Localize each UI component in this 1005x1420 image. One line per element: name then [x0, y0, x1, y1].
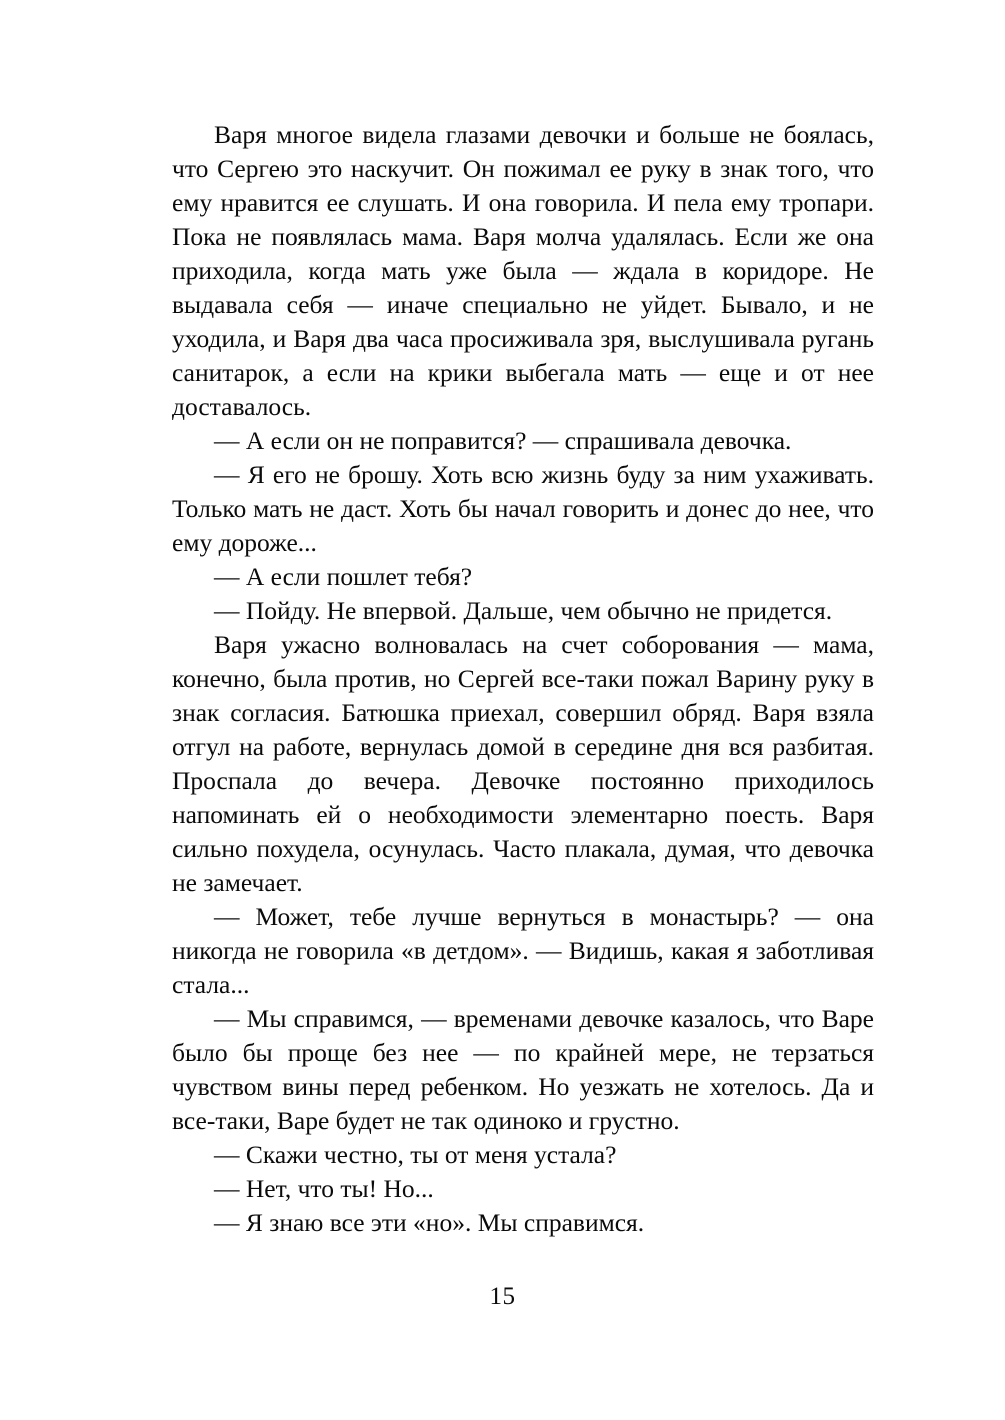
paragraph-dialogue-3: — А если пошлет тебя? — [214, 562, 473, 591]
paragraph-dialogue-6: — Мы справимся, — временами девочке казалось, что Варе было бы проще без нее — по крайней мере, не терзаться чувством вины перед ребенком. Но уезжать не хотелось. Да и все-таки, Варе будет не так одиноко и грустно. — [172, 1004, 874, 1135]
paragraph-dialogue-1: — А если он не поправится? — спрашивала девочка. — [214, 426, 792, 455]
page-text-block — [172, 118, 874, 1240]
paragraph-dialogue-5: — Может, тебе лучше вернуться в монастырь? — она никогда не говорила «в детдом». — Видишь, какая я заботливая стала... — [172, 902, 874, 999]
paragraph-dialogue-7: — Скажи честно, ты от меня устала? — [214, 1140, 617, 1169]
paragraph-dialogue-9: — Я знаю все эти «но». Мы справимся. — [214, 1208, 645, 1237]
paragraph-narrative-1: Варя многое видела глазами девочки и больше не боялась, что Сергею это наскучит. Он пожимал ее руку в знак того, что ему нравится ее слушать. И она говорила. И пела ему тропари. Пока не появлялась мама. Варя молча удалялась. Если же она приходила, когда мать уже была — ждала в коридоре. Не выдавала себя — иначе специально не уйдет. Бывало, и не уходила, и Варя два часа просиживала зря, выслушивала ругань санитарок, а если на крики выбегала мать — еще и от нее доставалось. — [172, 120, 874, 421]
paragraph-dialogue-8: — Нет, что ты! Но... — [214, 1174, 434, 1203]
paragraph-dialogue-4: — Пойду. Не впервой. Дальше, чем обычно не придется. — [214, 596, 833, 625]
paragraph-dialogue-2: — Я его не брошу. Хоть всю жизнь буду за ним ухаживать. Только мать не даст. Хоть бы начал говорить и донес до нее, что ему дороже... — [172, 460, 874, 557]
page-number: 15 — [489, 1283, 516, 1310]
paragraph-narrative-2: Варя ужасно волновалась на счет соборования — мама, конечно, была против, но Сергей все-таки пожал Варину руку в знак согласия. Батюшка приехал, совершил обряд. Варя взяла отгул на работе, вернулась домой в середине дня вся разбитая. Проспала до вечера. Девочке постоянно приходилось напоминать ей о необходимости элементарно поесть. Варя сильно похудела, осунулась. Часто плакала, думая, что девочка не замечает. — [172, 630, 874, 897]
